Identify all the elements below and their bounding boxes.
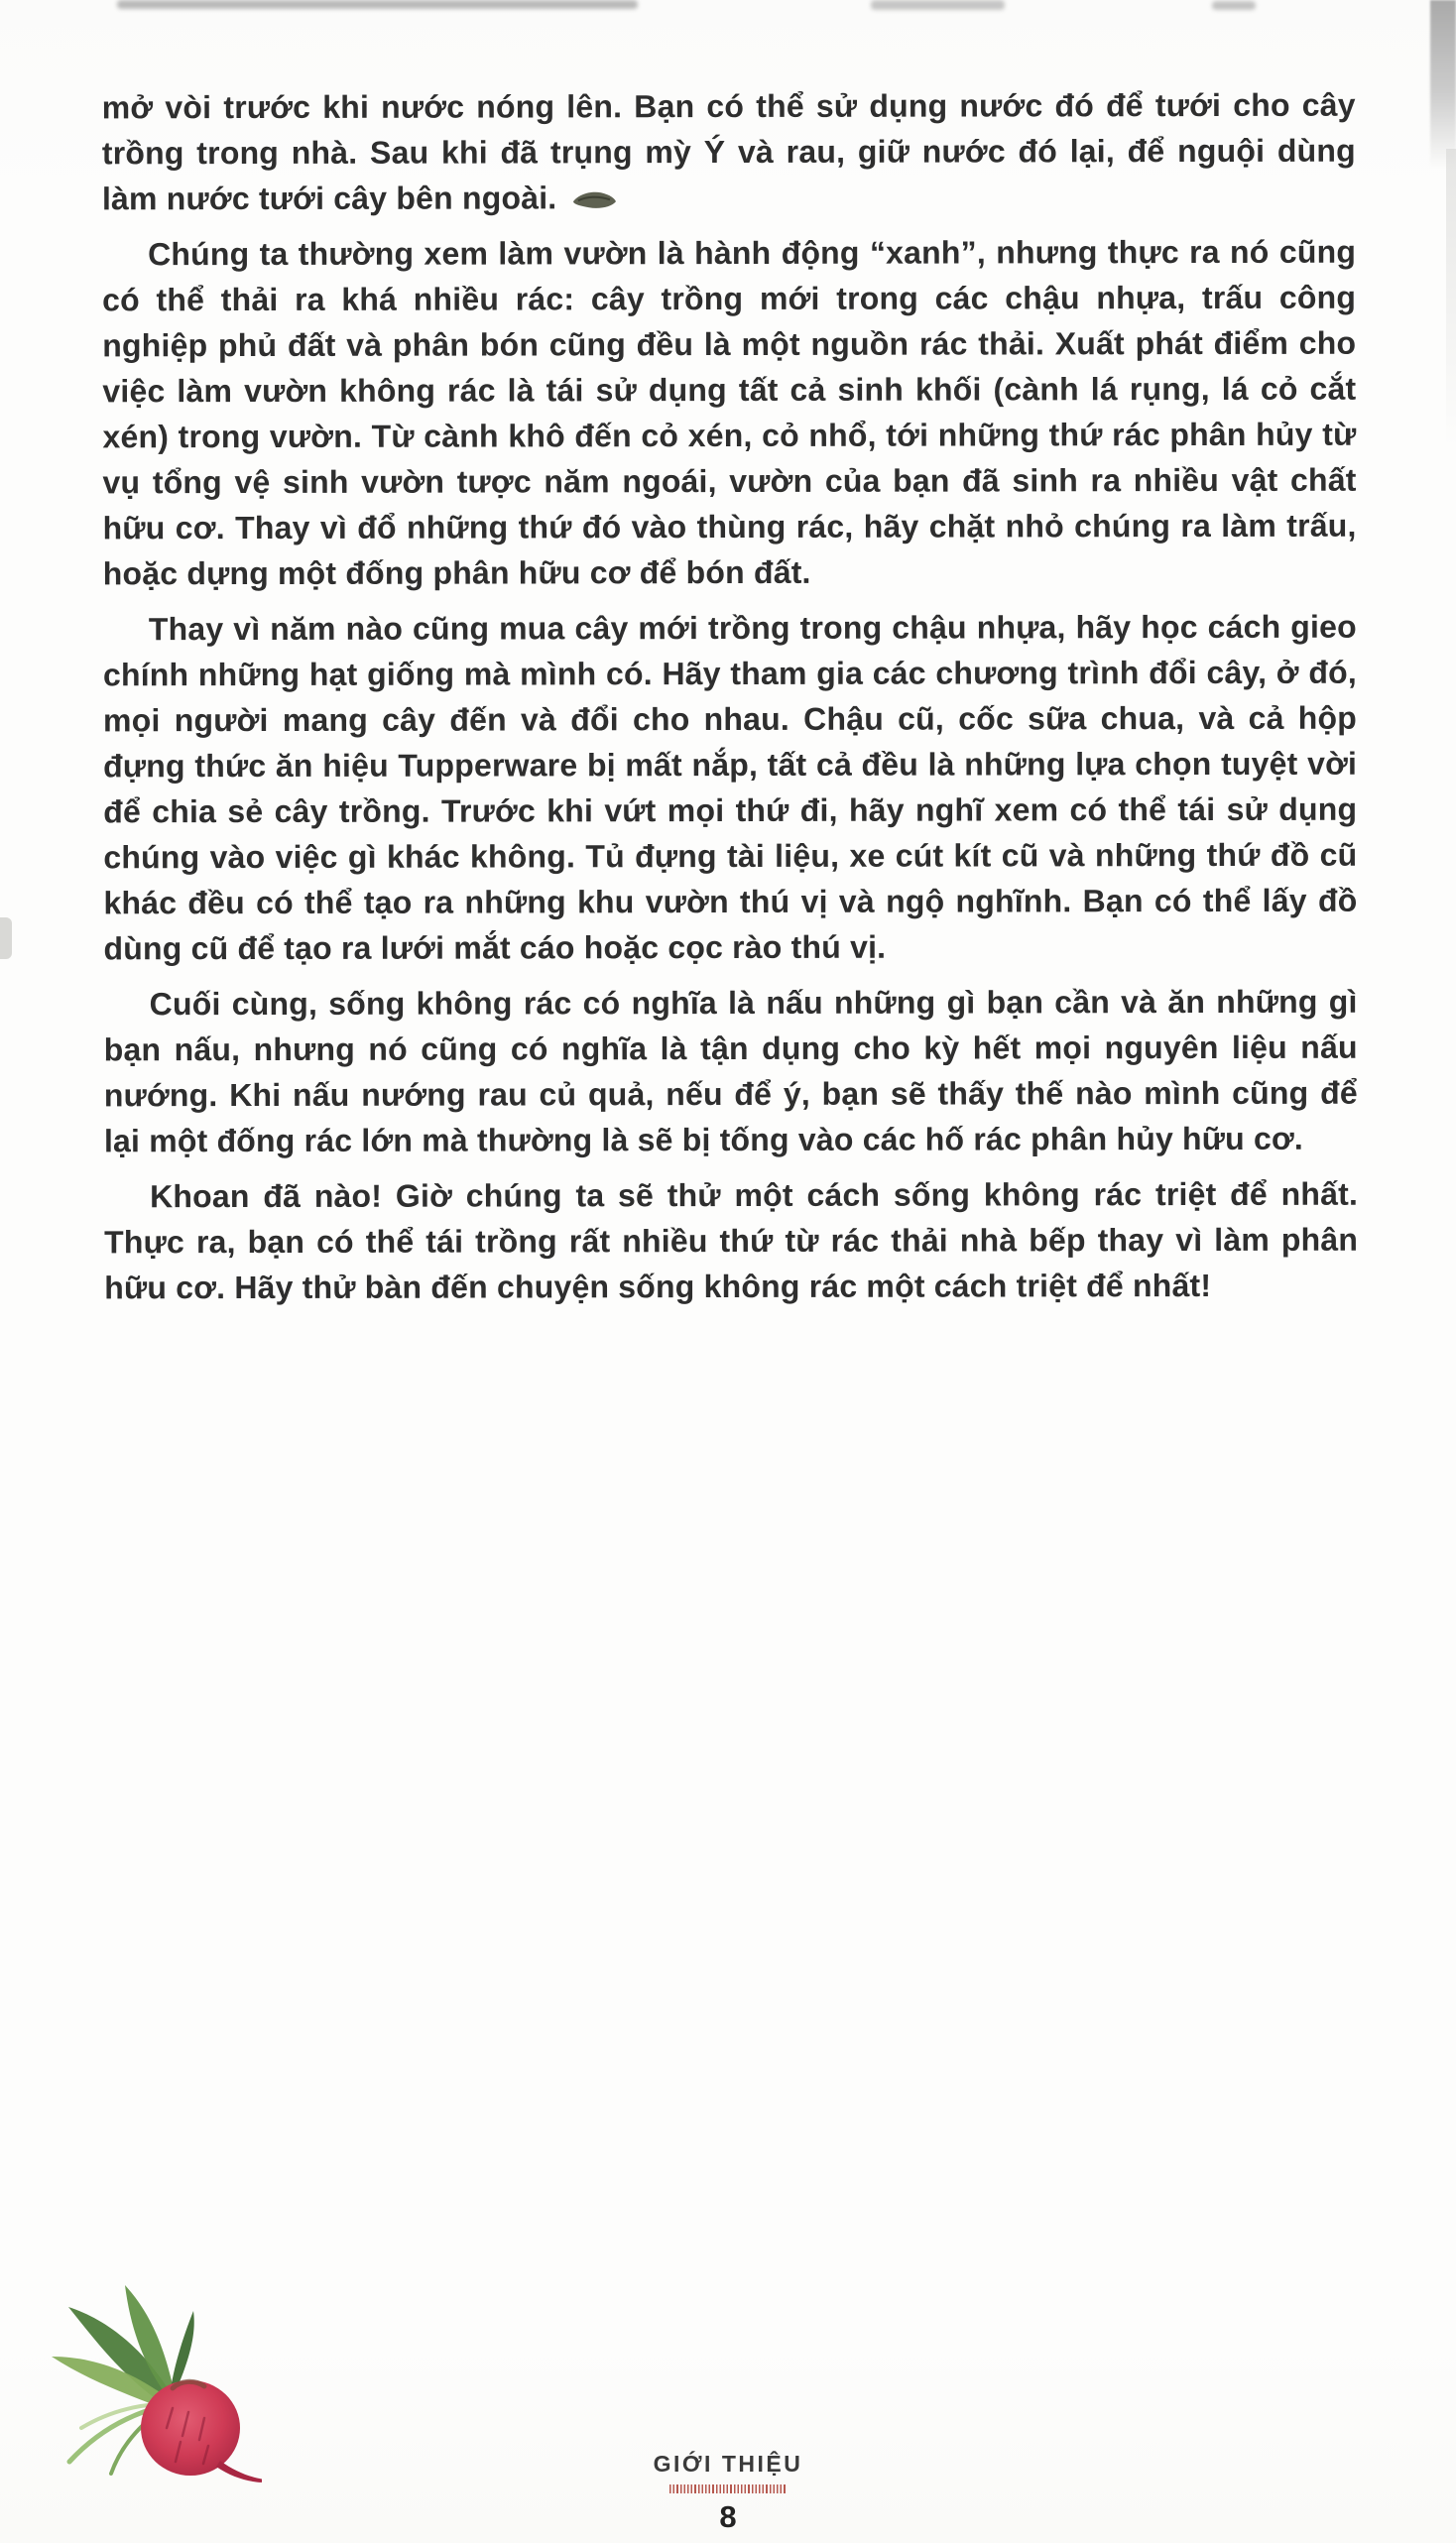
- scan-artifact-top: [1212, 1, 1256, 10]
- paragraph: [102, 82, 1356, 222]
- paragraph: Khoan đã nào! Giờ chúng ta sẽ thử một cách sống không rác triệt để nhất. Thực ra, bạn có thể tái trồng rất nhiều thứ từ rác thải nhà bếp thay vì làm phân hữu cơ. Hãy thử bàn đến chuyện sống không rác một cách triệt để nhất!: [104, 1175, 1359, 1306]
- paragraph: Chúng ta thường xem làm vườn là hành động “xanh”, nhưng thực ra nó cũng có thể thải ra khá nhiều rác: cây trồng mới trong các chậu nhựa, trấu công nghiệp phủ đất và phân bón cũng đều là một nguồn rác thải. Xuất phát điểm cho việc làm vườn không rác là tái sử dụng tất cả sinh khối (cành lá rụng, lá cỏ cắt xén) trong vườn. Từ cành khô đến cỏ xén, cỏ nhổ, tới những thứ rác phân hủy từ vụ tổng vệ sinh vườn tược năm ngoái, vườn của bạn đã sinh ra nhiều vật chất hữu cơ. Thay vì đổ những thứ đó vào thùng rác, hãy chặt nhỏ chúng ra làm trấu, hoặc dựng một đống phân hữu cơ để bón đất.: [102, 233, 1357, 592]
- scan-artifact-top: [117, 0, 638, 9]
- page-number: 8: [719, 2499, 737, 2534]
- scan-artifact-right-edge: [1430, 0, 1456, 169]
- scan-artifact-left-edge: [0, 917, 12, 959]
- paragraph: Cuối cùng, sống không rác có nghĩa là nấu những gì bạn cần và ăn những gì bạn nấu, nhưng nó cũng có nghĩa là tận dụng cho kỳ hết mọi nguyên liệu nấu nướng. Khi nấu nướng rau củ quả, nếu để ý, bạn sẽ thấy thế nào mình cũng để lại một đống rác lớn mà thường là sẽ bị tống vào các hố rác phân hủy hữu cơ.: [103, 983, 1358, 1159]
- leaf-smudge-icon: [570, 177, 618, 198]
- scan-artifact-top: [871, 0, 1005, 10]
- footer-rule-ornament: [669, 2484, 787, 2493]
- body-text: [102, 82, 1359, 1321]
- paragraph-text: mở vòi trước khi nước nóng lên. Bạn có thể sử dụng nước đó để tưới cho cây trồng trong nhà. Sau khi đã trụng mỳ Ý và rau, giữ nước đó lại, để nguội dùng làm nước tưới cây bên ngoài.: [101, 86, 1356, 217]
- paragraph: Thay vì năm nào cũng mua cây mới trồng trong chậu nhựa, hãy học cách gieo chính những hạt giống mà mình có. Hãy tham gia các chương trình đổi cây, ở đó, mọi người mang cây đến và đổi cho nhau. Chậu cũ, cốc sữa chua, và cả hộp đựng thức ăn hiệu Tupperware bị mất nắp, tất cả đều là những lựa chọn tuyệt vời để chia sẻ cây trồng. Trước khi vứt mọi thứ đi, hãy nghĩ xem có thể tái sử dụng chúng vào việc gì khác không. Tủ đựng tài liệu, xe cút kít cũ và những thứ đồ cũ khác đều có thể tạo ra những khu vườn thú vị và ngộ nghĩnh. Bạn có thể lấy đồ dùng cũ để tạo ra lưới mắt cáo hoặc cọc rào thú vị.: [102, 608, 1358, 967]
- scan-artifact-right-edge: [1446, 149, 1456, 446]
- section-label: GIỚI THIỆU: [653, 2451, 803, 2477]
- page-footer: [0, 2451, 1456, 2535]
